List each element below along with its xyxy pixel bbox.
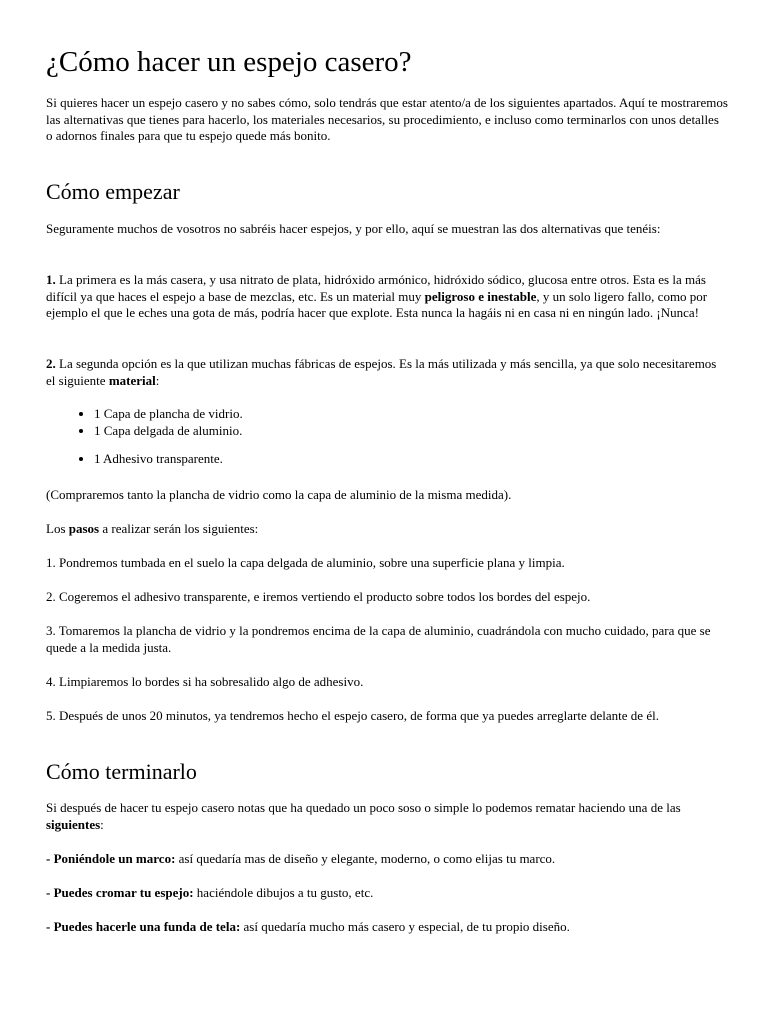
alternative-1-number: 1.: [46, 272, 56, 287]
step-2: 2. Cogeremos el adhesivo transparente, e iremos vertiendo el producto sobre todos los bordes del espejo.: [46, 589, 591, 604]
materials-list: [46, 406, 728, 468]
finish-option-chrome: [46, 885, 728, 902]
page-title: ¿Cómo hacer un espejo casero?: [46, 46, 412, 78]
list-item: • 1 Adhesivo transparente.: [94, 451, 728, 468]
alternative-2-text-b: :: [155, 372, 160, 388]
finish-option-text: así quedaría mas de diseño y elegante, moderno, o como elijas tu marco.: [175, 851, 556, 866]
section-finish-lead: [46, 800, 728, 833]
alternative-1-text-a: La primera es la más casera, y usa nitrato de plata, hidróxido armónico, hidróxido sódico, glucosa entre otros. Esta es la más difícil ya que haces el espejo a base de mezclas, etc. Es un material muy: [46, 272, 706, 304]
finish-option-frame: [46, 851, 728, 868]
list-item: • 1 Capa de plancha de vidrio.: [94, 406, 728, 423]
step-5: 5. Después de unos 20 minutos, ya tendremos hecho el espejo casero, de forma que ya puedes arreglarte delante de él.: [46, 708, 659, 723]
finish-option-fabric: [46, 919, 728, 936]
alternative-1-paragraph: [46, 272, 728, 322]
alternative-2-text-a: La segunda opción es la que utilizan muchas fábricas de espejos. Es la más utilizada y más sencilla, ya que solo necesitaremos el siguiente: [46, 356, 717, 388]
step-1: 1. Pondremos tumbada en el suelo la capa delgada de aluminio, sobre una superficie plana y limpia.: [46, 555, 565, 570]
list-item: • 1 Capa delgada de aluminio.: [94, 423, 728, 440]
materials-note: (Compraremos tanto la plancha de vidrio como la capa de aluminio de la misma medida).: [46, 487, 512, 502]
alternative-2-number: 2.: [46, 356, 56, 371]
finish-option-text: así quedaría mucho más casero y especial, de tu propio diseño.: [240, 919, 570, 934]
alternative-1-bold: peligroso e inestable: [424, 288, 537, 304]
steps-lead-bold: pasos: [68, 521, 100, 536]
finish-option-bold: - Poniéndole un marco:: [46, 851, 176, 866]
alternative-1-text-b: , y un solo ligero fallo, como por ejemplo el que le eches una gota de más, podría hacer que explote. Esta nunca la hagáis ni en casa ni en ningún lado. ¡Nunca!: [46, 288, 708, 320]
alternative-2-bold: material: [108, 372, 156, 388]
section-heading-finish: Cómo terminarlo: [46, 759, 197, 784]
intro-paragraph: Si quieres hacer un espejo casero y no sabes cómo, solo tendrás que estar atento/a de los siguientes apartados. Aquí te mostraremos las alternativas que tienes para hacerlo, los materiales necesarios, su procedimiento, e incluso como terminarlos con unos detalles o adornos finales para que tu espejo quede más bonito.: [46, 95, 728, 143]
finish-lead-text-b: :: [100, 816, 104, 832]
steps-lead: [46, 521, 728, 538]
finish-lead-text-a: Si después de hacer tu espejo casero notas que ha quedado un poco soso o simple lo podemos rematar haciendo una de las: [46, 800, 681, 815]
step-4: 4. Limpiaremos lo bordes si ha sobresalido algo de adhesivo.: [46, 674, 364, 689]
finish-option-bold: - Puedes hacerle una funda de tela:: [46, 919, 241, 934]
alternative-2-paragraph: [46, 356, 728, 389]
step-3: 3. Tomaremos la plancha de vidrio y la pondremos encima de la capa de aluminio, cuadrándola con mucho cuidado, para que se quede a la medida justa.: [46, 623, 711, 655]
steps-lead-text-b: a realizar serán los siguientes:: [99, 521, 259, 536]
finish-option-bold: - Puedes cromar tu espejo:: [46, 885, 194, 900]
steps-lead-text-a: Los: [46, 521, 69, 536]
finish-lead-bold: siguientes: [46, 816, 101, 832]
section-heading-start: Cómo empezar: [46, 179, 180, 204]
finish-option-text: haciéndole dibujos a tu gusto, etc.: [193, 885, 374, 900]
section-start-lead: Seguramente muchos de vosotros no sabréis hacer espejos, y por ello, aquí se muestran las dos alternativas que tenéis:: [46, 221, 661, 236]
